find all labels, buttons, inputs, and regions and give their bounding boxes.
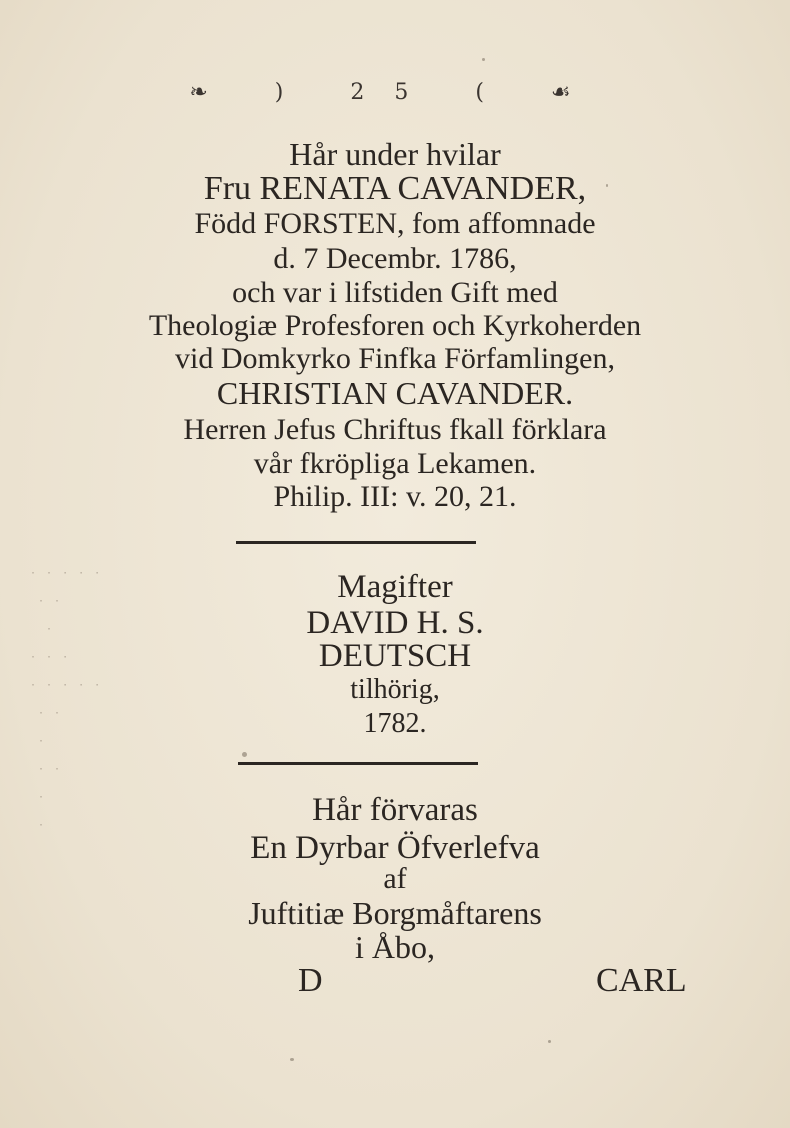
magister-line-4: tilhörig, bbox=[350, 674, 440, 705]
magister-line-5: 1782. bbox=[363, 708, 427, 739]
paper-speck bbox=[606, 184, 608, 187]
catchword-left: D bbox=[298, 962, 323, 999]
third-line-3: af bbox=[383, 862, 407, 895]
margin-show-through: · · · · · · · · · · · · · · · · · · · · · · · bbox=[30, 568, 103, 831]
section-divider-2 bbox=[238, 762, 478, 765]
magister-line-1: Magifter bbox=[337, 569, 453, 605]
epitaph-line-1: Hår under hvilar bbox=[289, 136, 501, 172]
epitaph-line-10: vår fkröpliga Lekamen. bbox=[253, 447, 537, 480]
magister-line-3: DEUTSCH bbox=[318, 638, 472, 674]
section-divider-1 bbox=[236, 541, 476, 544]
epitaph-line-11: Philip. III: v. 20, 21. bbox=[273, 480, 517, 513]
epitaph-line-2: Fru RENATA CAVANDER, bbox=[203, 170, 587, 207]
third-line-1: Hår förvaras bbox=[312, 792, 478, 828]
page-header-ornament: ❧ ) 25 ( ☙ bbox=[189, 80, 601, 105]
paper-speck bbox=[242, 752, 247, 757]
epitaph-line-3: Född FORSTEN, fom affomnade bbox=[194, 207, 596, 240]
paper-speck bbox=[482, 58, 485, 61]
epitaph-line-8: CHRISTIAN CAVANDER. bbox=[216, 375, 574, 411]
epitaph-line-7: vid Domkyrko Finfka Förfamlingen, bbox=[175, 342, 615, 375]
paper-speck bbox=[290, 1058, 294, 1061]
third-line-4: Juftitiæ Borgmåftarens bbox=[248, 895, 542, 931]
epitaph-line-9: Herren Jefus Chriftus fkall förklara bbox=[183, 413, 607, 446]
paper-speck bbox=[548, 1040, 551, 1043]
magister-line-2: DAVID H. S. bbox=[306, 605, 484, 641]
third-line-5: i Åbo, bbox=[355, 929, 435, 965]
epitaph-line-5: och var i lifstiden Gift med bbox=[232, 276, 558, 309]
epitaph-line-4: d. 7 Decembr. 1786, bbox=[273, 242, 517, 275]
third-line-2: En Dyrbar Öfverlefva bbox=[250, 830, 540, 866]
catchword-right: CARL bbox=[596, 962, 687, 999]
epitaph-line-6: Theologiæ Profesforen och Kyrkoherden bbox=[148, 309, 642, 342]
